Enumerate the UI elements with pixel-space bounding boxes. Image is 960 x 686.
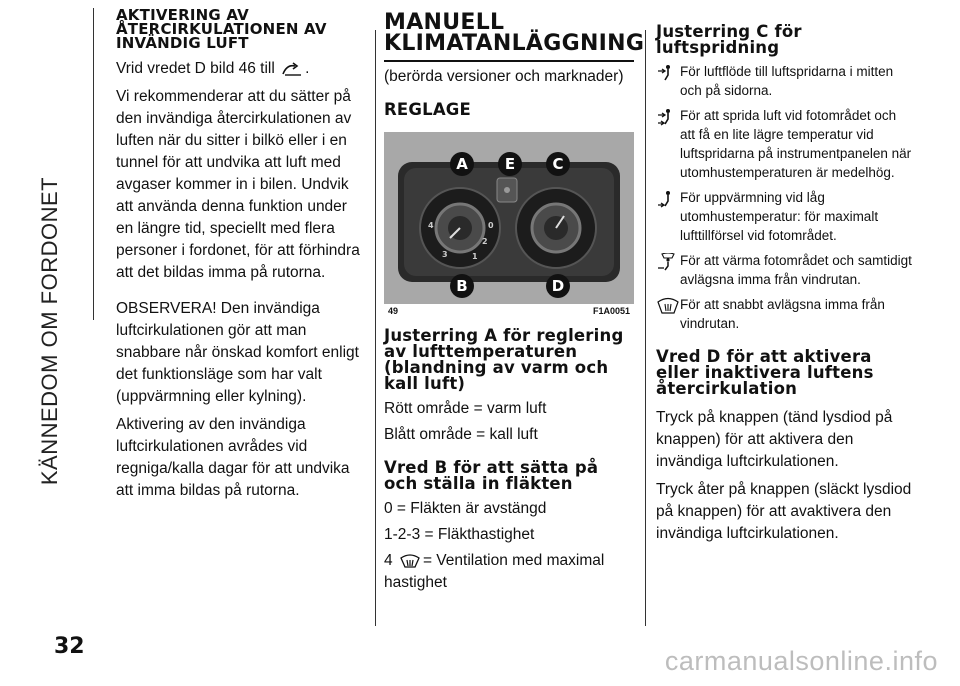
- manual-climate-section: [384, 10, 645, 594]
- fan-level-label: 3: [442, 250, 448, 259]
- paragraph: Rött område = varm luft: [384, 400, 547, 417]
- feet-defrost-icon: [656, 253, 680, 271]
- list-item: [656, 295, 912, 333]
- defrost-icon: [656, 297, 680, 315]
- paragraph: OBSERVERA! Den invändiga luftcirkulationen gör att man snabbare når önskad komfort enligt det funktionsläge som har valt (uppvärmning eller kylning).: [116, 300, 359, 405]
- subsection-heading: Justerring C för luftspridning: [656, 22, 802, 57]
- recirculation-icon: [281, 62, 303, 76]
- recirculation-section: [116, 8, 366, 502]
- sidebar-divider: [93, 8, 94, 320]
- footer-watermark: carmanualsonline.info: [664, 646, 938, 676]
- fan-level-label: 2: [482, 237, 488, 246]
- section-title: MANUELL KLIMATANLÄGGNING: [384, 10, 645, 56]
- list-item-text: För att snabbt avlägsna imma från vindrutan.: [680, 297, 885, 331]
- defrost-icon: [399, 554, 421, 568]
- paragraph: Tryck åter på knappen (släckt lysdiod på knappen) för att avaktivera den invändiga luftcirkulationen.: [656, 481, 912, 542]
- list-item-text: För luftflöde till luftspridarna i mitten och på sidorna.: [680, 64, 894, 98]
- column-divider: [375, 30, 376, 626]
- list-item: [656, 251, 912, 289]
- subtitle: (berörda versioner och marknader): [384, 68, 624, 85]
- subsection-heading: Vred D för att aktivera eller inaktivera luftens återcirkulation: [656, 347, 874, 398]
- figure-code: F1A0051: [592, 306, 630, 316]
- subsection-heading: Justerring A för reglering av lufttemperaturen (blandning av varm och kall luft): [384, 326, 624, 393]
- fan-level-label: 1: [472, 252, 478, 261]
- subsection-heading: Vred B för att sätta på och ställa in fläkten: [384, 458, 599, 493]
- paragraph: Aktivering av den invändiga luftcirkulationen avrådes vid regniga/kalla dagar för att undvika att imma bildas på rutorna.: [116, 416, 350, 499]
- page-number: 32: [54, 634, 85, 659]
- list-item-text: För uppvärmning vid låg utomhustemperatur: för maximalt lufttillförsel vid fotområdet.: [680, 190, 879, 243]
- paragraph: 0 = Fläkten är avstängd: [384, 500, 547, 517]
- column-divider: [645, 30, 646, 626]
- list-item: [656, 62, 912, 100]
- subsection-heading: REGLAGE: [384, 100, 472, 119]
- section-heading: AKTIVERING AV ÅTERCIRKULATIONEN AV INVÄNDIG LUFT: [116, 6, 327, 52]
- list-item: [656, 188, 912, 245]
- fan-level-label: 0: [488, 221, 494, 230]
- paragraph: Vrid vredet D bild 46 till .: [116, 60, 310, 77]
- paragraph: Tryck på knappen (tänd lysdiod på knappen) för att aktivera den invändiga luftcirkulationen.: [656, 409, 893, 470]
- fan-level-label: 4: [428, 221, 434, 230]
- list-item-text: För att sprida luft vid fotområdet och att få en lite lägre temperatur vid luftspridarna på instrumentpanelen när utomhustemperaturen är medelhög.: [680, 108, 912, 180]
- figure-number: 49: [388, 306, 399, 316]
- title-rule: [384, 60, 634, 62]
- callout-c: C: [546, 152, 570, 176]
- face-feet-vent-icon: [656, 108, 680, 126]
- list-item-text: För att värma fotområdet och samtidigt avlägsna imma från vindrutan.: [680, 253, 912, 287]
- feet-vent-icon: [656, 190, 680, 208]
- paragraph: Vi rekommenderar att du sätter på den invändiga återcirkulationen av luften när du sitter i bilkö eller i en tunnel för att undvika att luft med avgaser kommer in i bilen. Undvik att använda denna funktion under en längre tid, speciellt med flera personer i fordonet, för att förhindra att det bildas imma på rutorna.: [116, 88, 360, 281]
- control-panel-figure: [384, 132, 634, 318]
- callout-b: B: [450, 274, 474, 298]
- sidebar-chapter-title: KÄNNEDOM OM FORDONET: [37, 176, 62, 486]
- list-item: [656, 106, 912, 182]
- face-vent-icon: [656, 64, 680, 82]
- paragraph: Blått område = kall luft: [384, 426, 538, 443]
- paragraph: 4 = Ventilation med maximal hastighet: [384, 552, 605, 591]
- air-distribution-section: [656, 24, 912, 545]
- callout-d: D: [546, 274, 570, 298]
- paragraph: 1-2-3 = Fläkthastighet: [384, 526, 535, 543]
- callout-e: E: [498, 152, 522, 176]
- callout-a: A: [450, 152, 474, 176]
